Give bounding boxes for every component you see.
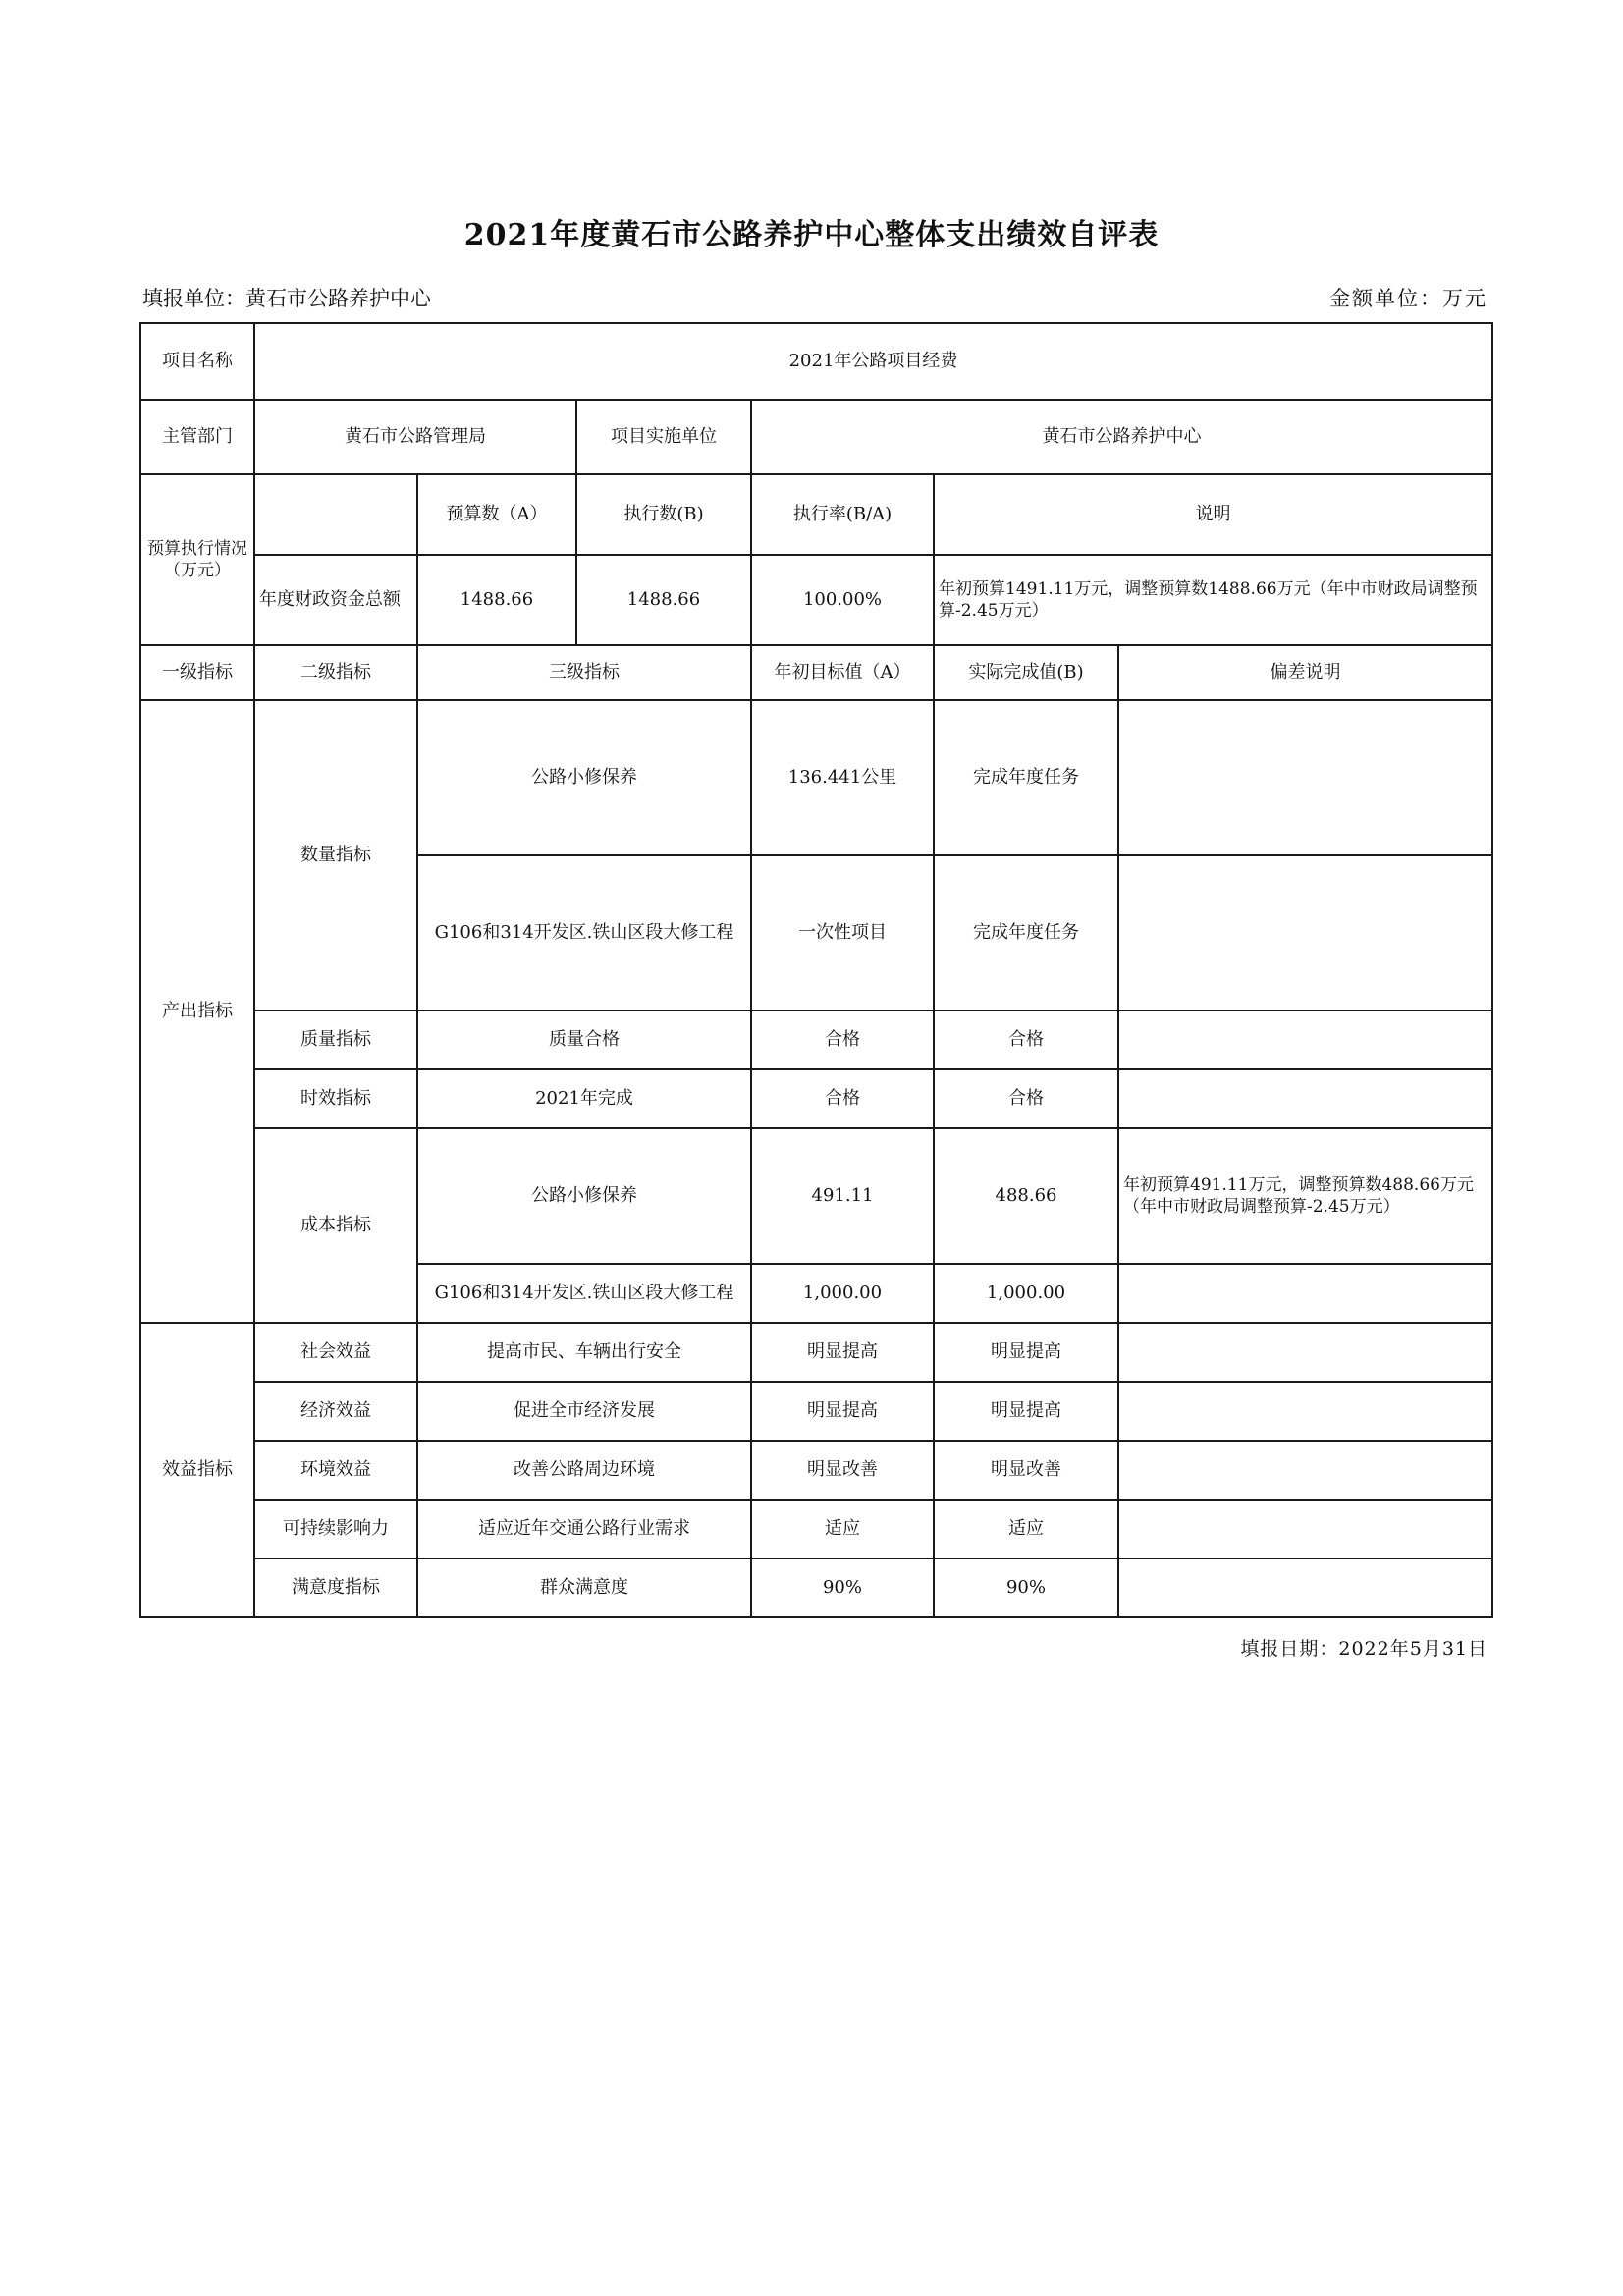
table-row (140, 1128, 1492, 1264)
benefit-1-note (1118, 1323, 1492, 1382)
quality-label: 质量指标 (254, 1011, 417, 1069)
budget-col-note: 说明 (934, 474, 1492, 555)
fill-date: 填报日期：2022年5月31日 (1240, 1638, 1488, 1660)
quantity-1-actual: 完成年度任务 (934, 700, 1118, 855)
budget-section-label: 预算执行情况（万元） (140, 474, 254, 645)
benefit-5-label: 满意度指标 (254, 1558, 417, 1617)
quality-name: 质量合格 (417, 1011, 751, 1069)
budget-col-rate: 执行率(B/A) (751, 474, 934, 555)
cost-1-note: 年初预算491.11万元，调整预算数488.66万元（年中市财政局调整预算-2.45万元） (1118, 1128, 1492, 1264)
timeliness-label: 时效指标 (254, 1069, 417, 1128)
header-target: 年初目标值（A） (751, 645, 934, 700)
dept-label: 主管部门 (140, 400, 254, 474)
header-level1: 一级指标 (140, 645, 254, 700)
cost-1-actual: 488.66 (934, 1128, 1118, 1264)
cost-2-actual: 1,000.00 (934, 1264, 1118, 1323)
benefit-label: 效益指标 (140, 1323, 254, 1617)
header-deviation: 偏差说明 (1118, 645, 1492, 700)
benefit-4-name: 适应近年交通公路行业需求 (417, 1500, 751, 1558)
benefit-3-actual: 明显改善 (934, 1441, 1118, 1500)
fill-unit: 填报单位：黄石市公路养护中心 (142, 287, 431, 310)
table-row (140, 1069, 1492, 1128)
budget-blank-cell (254, 474, 417, 555)
benefit-3-target: 明显改善 (751, 1441, 934, 1500)
benefit-5-name: 群众满意度 (417, 1558, 751, 1617)
exec-value: 1488.66 (576, 555, 751, 645)
quantity-1-note (1118, 700, 1492, 855)
timeliness-name: 2021年完成 (417, 1069, 751, 1128)
quantity-2-target: 一次性项目 (751, 855, 934, 1011)
quantity-2-name: G106和314开发区.铁山区段大修工程 (417, 855, 751, 1011)
benefit-5-note (1118, 1558, 1492, 1617)
page-title: 2021年度黄石市公路养护中心整体支出绩效自评表 (463, 218, 1160, 252)
benefit-1-label: 社会效益 (254, 1323, 417, 1382)
table-row (140, 1500, 1492, 1558)
benefit-3-name: 改善公路周边环境 (417, 1441, 751, 1500)
header-level2: 二级指标 (254, 645, 417, 700)
benefit-2-actual: 明显提高 (934, 1382, 1118, 1441)
benefit-4-note (1118, 1500, 1492, 1558)
output-label: 产出指标 (140, 700, 254, 1323)
budget-row-label: 年度财政资金总额 (254, 555, 417, 645)
performance-table (139, 322, 1493, 1618)
benefit-1-target: 明显提高 (751, 1323, 934, 1382)
dept-row (140, 400, 1492, 474)
quality-target: 合格 (751, 1011, 934, 1069)
header-level3: 三级指标 (417, 645, 751, 700)
budget-note: 年初预算1491.11万元，调整预算数1488.66万元（年中市财政局调整预算-2.45万元） (934, 555, 1492, 645)
quantity-1-name: 公路小修保养 (417, 700, 751, 855)
benefit-4-label: 可持续影响力 (254, 1500, 417, 1558)
benefit-1-actual: 明显提高 (934, 1323, 1118, 1382)
cost-2-note (1118, 1264, 1492, 1323)
table-row (140, 1441, 1492, 1500)
benefit-4-target: 适应 (751, 1500, 934, 1558)
benefit-2-name: 促进全市经济发展 (417, 1382, 751, 1441)
amount-unit: 金额单位：万元 (1329, 287, 1488, 310)
dept-value: 黄石市公路管理局 (254, 400, 576, 474)
benefit-3-note (1118, 1441, 1492, 1500)
benefit-2-note (1118, 1382, 1492, 1441)
quality-note (1118, 1011, 1492, 1069)
quantity-2-note (1118, 855, 1492, 1011)
table-row (140, 700, 1492, 855)
quality-actual: 合格 (934, 1011, 1118, 1069)
benefit-4-actual: 适应 (934, 1500, 1118, 1558)
timeliness-actual: 合格 (934, 1069, 1118, 1128)
quantity-1-target: 136.441公里 (751, 700, 934, 855)
cost-1-name: 公路小修保养 (417, 1128, 751, 1264)
header-actual: 实际完成值(B) (934, 645, 1118, 700)
budget-value: 1488.66 (417, 555, 576, 645)
impl-unit-value: 黄石市公路养护中心 (751, 400, 1492, 474)
impl-unit-label: 项目实施单位 (576, 400, 751, 474)
project-name-row (140, 323, 1492, 400)
cost-2-name: G106和314开发区.铁山区段大修工程 (417, 1264, 751, 1323)
table-row (140, 1558, 1492, 1617)
project-name-label: 项目名称 (140, 323, 254, 400)
timeliness-target: 合格 (751, 1069, 934, 1128)
benefit-2-target: 明显提高 (751, 1382, 934, 1441)
quantity-label: 数量指标 (254, 700, 417, 1011)
quantity-2-actual: 完成年度任务 (934, 855, 1118, 1011)
benefit-2-label: 经济效益 (254, 1382, 417, 1441)
benefit-5-actual: 90% (934, 1558, 1118, 1617)
benefit-1-name: 提高市民、车辆出行安全 (417, 1323, 751, 1382)
cost-label: 成本指标 (254, 1128, 417, 1323)
budget-col-budget: 预算数（A） (417, 474, 576, 555)
table-row (140, 1382, 1492, 1441)
table-row (140, 1323, 1492, 1382)
rate-value: 100.00% (751, 555, 934, 645)
benefit-5-target: 90% (751, 1558, 934, 1617)
budget-col-exec: 执行数(B) (576, 474, 751, 555)
benefit-3-label: 环境效益 (254, 1441, 417, 1500)
budget-value-row (140, 555, 1492, 645)
project-name-value: 2021年公路项目经费 (254, 323, 1492, 400)
budget-header-row (140, 474, 1492, 555)
table-row (140, 1011, 1492, 1069)
cost-2-target: 1,000.00 (751, 1264, 934, 1323)
timeliness-note (1118, 1069, 1492, 1128)
indicator-header-row (140, 645, 1492, 700)
cost-1-target: 491.11 (751, 1128, 934, 1264)
